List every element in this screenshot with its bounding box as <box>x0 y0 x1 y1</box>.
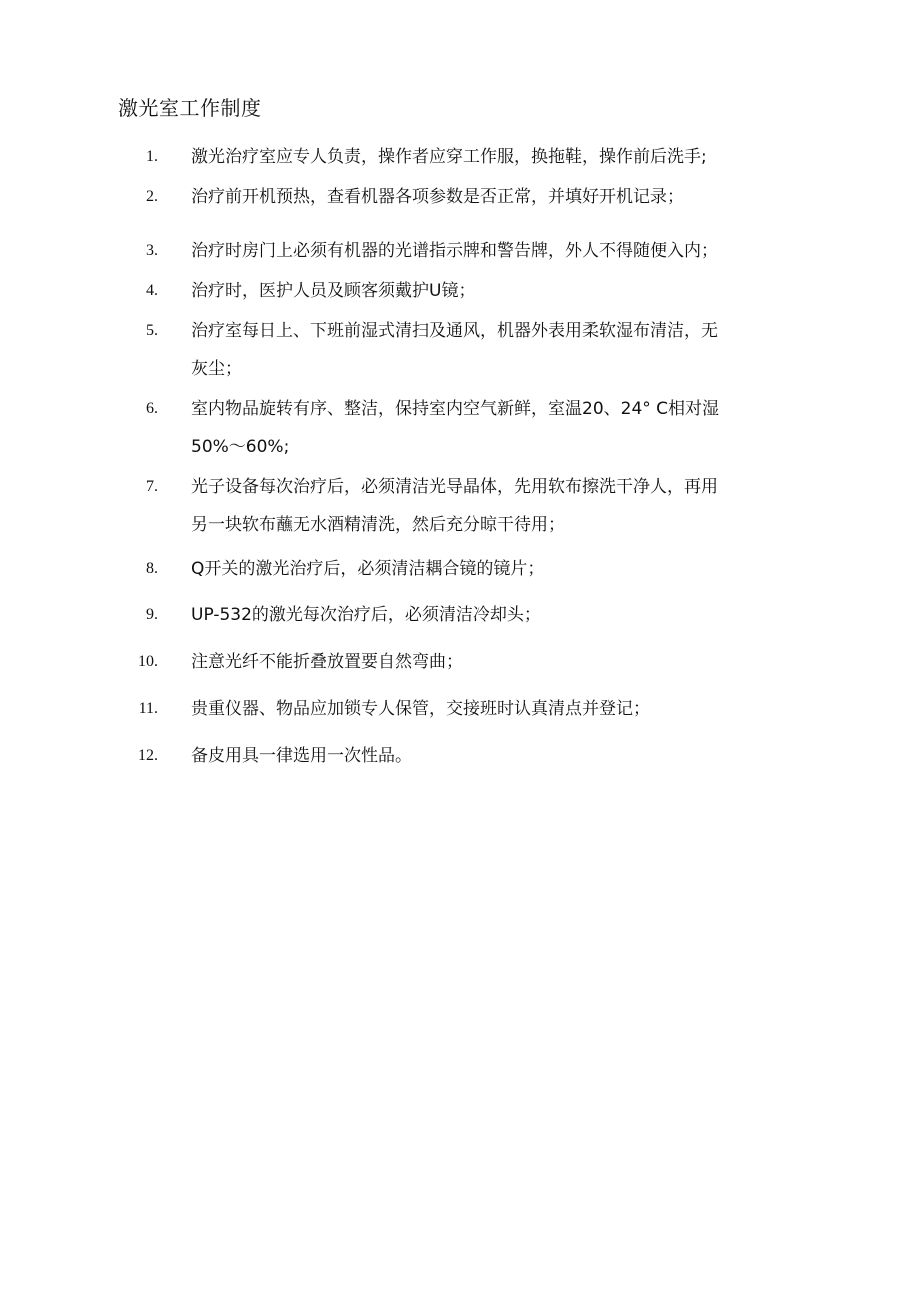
item-text-line: 备皮用具一律选用一次性品。 <box>191 746 412 766</box>
item-text-line: 另一块软布蘸无水酒精清洗，然后充分晾干待用； <box>191 515 565 535</box>
item-text-line: 50%～60%; <box>191 437 290 457</box>
item-text-line: Q开关的激光治疗后，必须清洁耦合镜的镜片； <box>191 559 545 579</box>
item-text-line: 注意光纤不能折叠放置要自然弯曲； <box>191 652 463 672</box>
item-number: 11. <box>138 700 158 717</box>
document-title: 激光室工作制度 <box>118 96 262 120</box>
item-number: 4. <box>146 282 158 299</box>
item-number: 2. <box>146 188 158 205</box>
item-text-line: 治疗室每日上、下班前湿式清扫及通风，机器外表用柔软湿布清洁，无 <box>191 321 718 341</box>
item-number: 7. <box>146 478 158 495</box>
item-text-line: 光子设备每次治疗后，必须清洁光导晶体，先用软布擦洗干净人，再用 <box>191 477 718 497</box>
item-number: 5. <box>146 322 158 339</box>
item-number: 8. <box>146 560 158 577</box>
item-number: 9. <box>146 606 158 623</box>
item-text-line: UP-532的激光每次治疗后，必须清洁冷却头； <box>191 605 541 625</box>
item-number: 12. <box>138 747 158 764</box>
item-number: 1. <box>146 148 158 165</box>
item-number: 3. <box>146 242 158 259</box>
item-text-line: 灰尘； <box>191 359 242 379</box>
item-text-line: 治疗时房门上必须有机器的光谱指示牌和警告牌，外人不得随便入内； <box>191 241 718 261</box>
item-text-line: 治疗时，医护人员及顾客须戴护U镜； <box>191 281 476 301</box>
item-text-line: 激光治疗室应专人负责，操作者应穿工作服，换拖鞋，操作前后洗手; <box>191 147 707 167</box>
item-text-line: 治疗前开机预热，查看机器各项参数是否正常，并填好开机记录； <box>191 187 684 207</box>
item-text-line: 室内物品旋转有序、整洁，保持室内空气新鲜，室温20、24° C相对湿 <box>191 399 720 419</box>
item-text-line: 贵重仪器、物品应加锁专人保管，交接班时认真清点并登记； <box>191 699 650 719</box>
item-number: 6. <box>146 400 158 417</box>
item-number: 10. <box>138 653 158 670</box>
